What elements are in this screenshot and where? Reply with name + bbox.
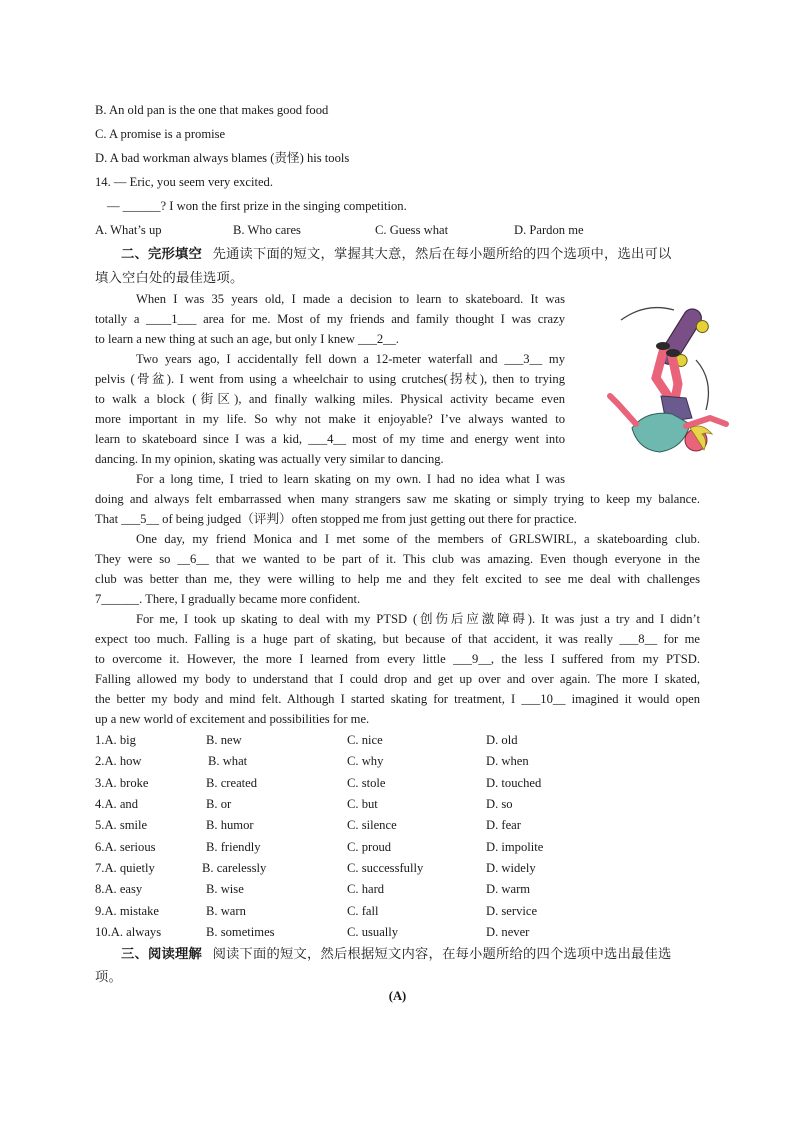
option-b: B. what: [208, 754, 248, 768]
options-row-6: [95, 837, 700, 857]
option-a: 7.A. quietly: [95, 861, 155, 875]
passage-line: dancing. In my opinion, skating was actually very similar to dancing.: [95, 452, 444, 466]
option-c: C. stole: [347, 776, 386, 790]
passage-line: For a long time, I tried to learn skating on my own. I had no idea what I was: [136, 472, 565, 486]
option-a: 2.A. how: [95, 754, 142, 768]
passage-line: learn to skateboard since I was a kid, ___4__ most of my time and energy went into: [95, 432, 565, 446]
passage-line: pelvis (骨盆). I went from using a wheelchair to using crutches(拐杖), then to trying: [95, 372, 565, 386]
passage-line: more important in my life. So why not make it enjoyable? I’ve always wanted to: [95, 412, 565, 426]
option-c-line: C. A promise is a promise: [95, 127, 226, 141]
passage-line: to walk a block (街区), and finally walking miles. Physical activity became even: [95, 392, 565, 406]
option-c: C. proud: [347, 840, 392, 854]
passage-line: doing and always felt embarrassed when many strangers saw me skating or simply trying to keep my balance.: [95, 492, 700, 506]
section-3-title: 三、阅读理解: [121, 946, 202, 961]
question-14-options: [95, 220, 700, 240]
passage-line: They were so __6__ that we wanted to be part of it. This club was amazing. Even though everyone in the: [95, 552, 700, 566]
option-b: B. carelessly: [202, 861, 267, 875]
passage-line: the better my body and mind felt. Although I started skating for treatment, I ___10__ imagined it would open: [95, 692, 700, 706]
q14-option-d: D. Pardon me: [514, 223, 584, 237]
option-c: C. silence: [347, 818, 397, 832]
option-a: 3.A. broke: [95, 776, 149, 790]
shirt: [632, 413, 690, 452]
q14-option-a: A. What’s up: [95, 223, 162, 237]
question-14-stem: 14. — Eric, you seem very excited.: [95, 175, 274, 189]
section-3-instruction-1: 阅读下面的短文，然后根据短文内容，在每小题所给的四个选项中选出最佳选: [212, 946, 672, 961]
option-c: C. fall: [347, 904, 379, 918]
option-d: D. old: [486, 733, 518, 747]
option-a: 8.A. easy: [95, 882, 143, 896]
option-b: B. new: [206, 733, 242, 747]
options-row-10: [95, 922, 700, 942]
passage-line: totally a ____1___ area for me. Most of my friends and family thought I was crazy: [95, 312, 565, 326]
options-row-1: [95, 730, 700, 750]
option-b: B. humor: [206, 818, 254, 832]
option-d: D. so: [486, 797, 513, 811]
option-d: D. impolite: [486, 840, 544, 854]
passage-line: club was better than me, they were willing to help me and they felt excited to see me deal with challenges: [95, 572, 700, 586]
option-c: C. successfully: [347, 861, 424, 875]
option-b: B. created: [206, 776, 258, 790]
skateboard-icon: [657, 306, 714, 373]
options-row-4: [95, 794, 700, 814]
options-row-3: [95, 773, 700, 793]
passage-line: Two years ago, I accidentally fell down a 12-meter waterfall and ___3__ my: [136, 352, 565, 366]
option-d-line: D. A bad workman always blames (责怪) his tools: [95, 151, 350, 165]
option-b-line: B. An old pan is the one that makes good food: [95, 103, 329, 117]
motion-line: [621, 308, 674, 320]
option-a: 1.A. big: [95, 733, 136, 747]
option-a: 10.A. always: [95, 925, 162, 939]
option-a: 5.A. smile: [95, 818, 148, 832]
option-c: C. why: [347, 754, 384, 768]
passage-line: When I was 35 years old, I made a decision to learn to skateboard. It was: [136, 292, 565, 306]
options-row-9: [95, 901, 700, 921]
option-d: D. service: [486, 904, 538, 918]
option-b: B. wise: [206, 882, 244, 896]
question-14-reply: — ______? I won the first prize in the singing competition.: [107, 199, 407, 213]
passage-line: to overcome it. However, the more I learned from every little ___9__, the less I suffered from my PTSD.: [95, 652, 700, 666]
arm: [686, 418, 726, 426]
option-d: D. widely: [486, 861, 536, 875]
option-b: B. warn: [206, 904, 246, 918]
q14-option-c: C. Guess what: [375, 223, 449, 237]
section-2-instruction-1: 先通读下面的短文，掌握其大意，然后在每小题所给的四个选项中，选出可以: [212, 246, 672, 261]
passage-line: One day, my friend Monica and I met some of the members of GRLSWIRL, a skateboarding club.: [136, 532, 700, 546]
leg: [656, 348, 668, 396]
option-b: B. sometimes: [206, 925, 275, 939]
passage-line: expect too much. Falling is a huge part of skating, but because of that accident, it was really ___8__ for me: [95, 632, 700, 646]
option-d: D. touched: [486, 776, 542, 790]
option-b: B. or: [206, 797, 232, 811]
option-c: C. usually: [347, 925, 399, 939]
option-d: D. when: [486, 754, 529, 768]
option-d: D. fear: [486, 818, 521, 832]
passage-line: up a new world of excitement and possibilities for me.: [95, 712, 370, 726]
passage-line: to learn a new thing at such an age, but only I knew ___2__.: [95, 332, 399, 346]
option-c: C. hard: [347, 882, 385, 896]
options-row-2: [95, 751, 700, 771]
arm: [610, 396, 636, 424]
passage-line: 7______. There, I gradually became more confident.: [95, 592, 361, 606]
section-3-heading: [121, 944, 671, 964]
motion-line: [696, 360, 708, 410]
option-d: D. warm: [486, 882, 531, 896]
section-2-instruction-2: 填入空白处的最佳选项。: [95, 270, 244, 285]
option-d: D. never: [486, 925, 530, 939]
passage-line: That ___5__ of being judged（评判）often stopped me from just getting out there for practice.: [95, 512, 577, 526]
shoe: [666, 349, 680, 357]
passage-line: Falling allowed my body to understand that I could drop and get up over and over again. The more I skated,: [95, 672, 700, 686]
passage-line: For me, I took up skating to deal with my PTSD (创伤后应激障碍). It was just a try and I didn’t: [136, 612, 700, 626]
option-c: C. nice: [347, 733, 383, 747]
option-b: B. friendly: [206, 840, 261, 854]
section-2-heading: [121, 244, 671, 264]
section-2-title: 二、完形填空: [121, 246, 202, 261]
option-a: 6.A. serious: [95, 840, 156, 854]
skateboarder-falling-illustration: [606, 300, 736, 465]
option-a: 4.A. and: [95, 797, 139, 811]
options-row-5: [95, 815, 700, 835]
option-c: C. but: [347, 797, 378, 811]
options-row-8: [95, 879, 700, 899]
q14-option-b: B. Who cares: [233, 223, 301, 237]
part-label: (A): [388, 989, 407, 1003]
options-row-7: [95, 858, 700, 878]
option-a: 9.A. mistake: [95, 904, 160, 918]
section-3-instruction-2: 项。: [95, 969, 122, 984]
shoe: [656, 342, 670, 350]
